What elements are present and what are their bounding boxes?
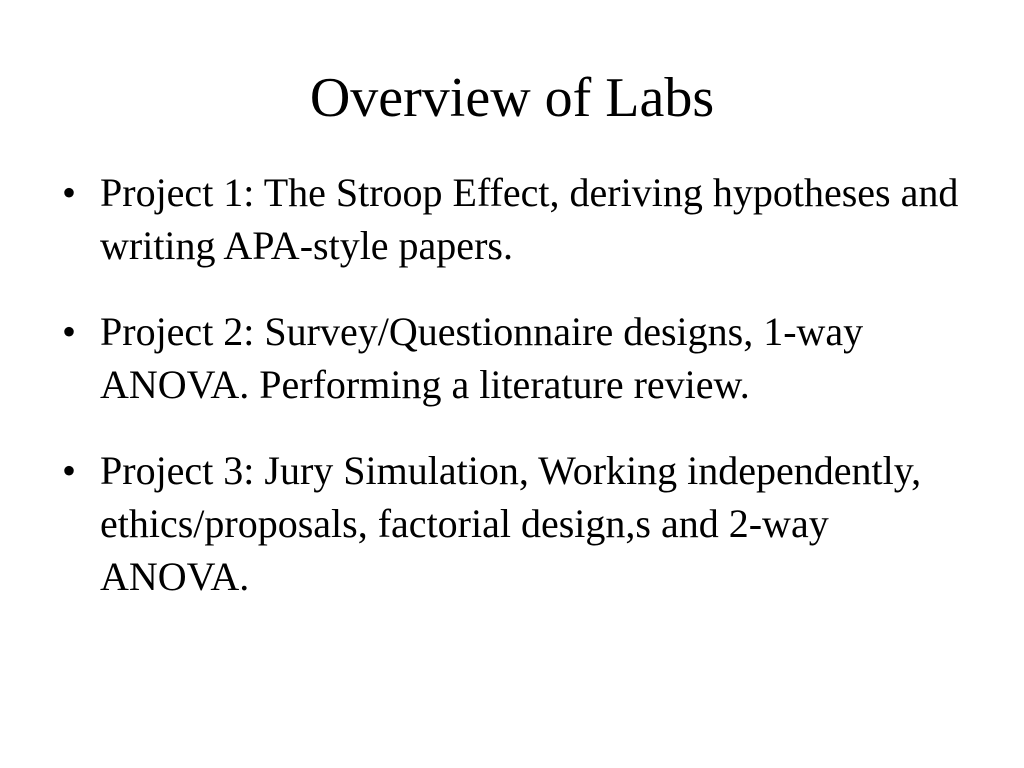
bullet-marker: • <box>62 448 77 493</box>
bullet-list <box>62 166 962 636</box>
slide-title: Overview of Labs <box>309 67 715 129</box>
bullet-item-1 <box>62 166 962 272</box>
bullet-text-1: Project 1: The Stroop Effect, deriving hypotheses and writing APA-style papers. <box>100 170 959 268</box>
bullet-text-2: Project 2: Survey/Questionnaire designs, 1-way ANOVA. Performing a literature review. <box>100 309 864 407</box>
bullet-text-3: Project 3: Jury Simulation, Working independently, ethics/proposals, factorial design,s and 2-way ANOVA. <box>100 448 922 599</box>
bullet-marker: • <box>62 309 77 354</box>
bullet-item-2 <box>62 305 962 411</box>
bullet-marker: • <box>62 170 77 215</box>
bullet-item-3 <box>62 444 962 603</box>
